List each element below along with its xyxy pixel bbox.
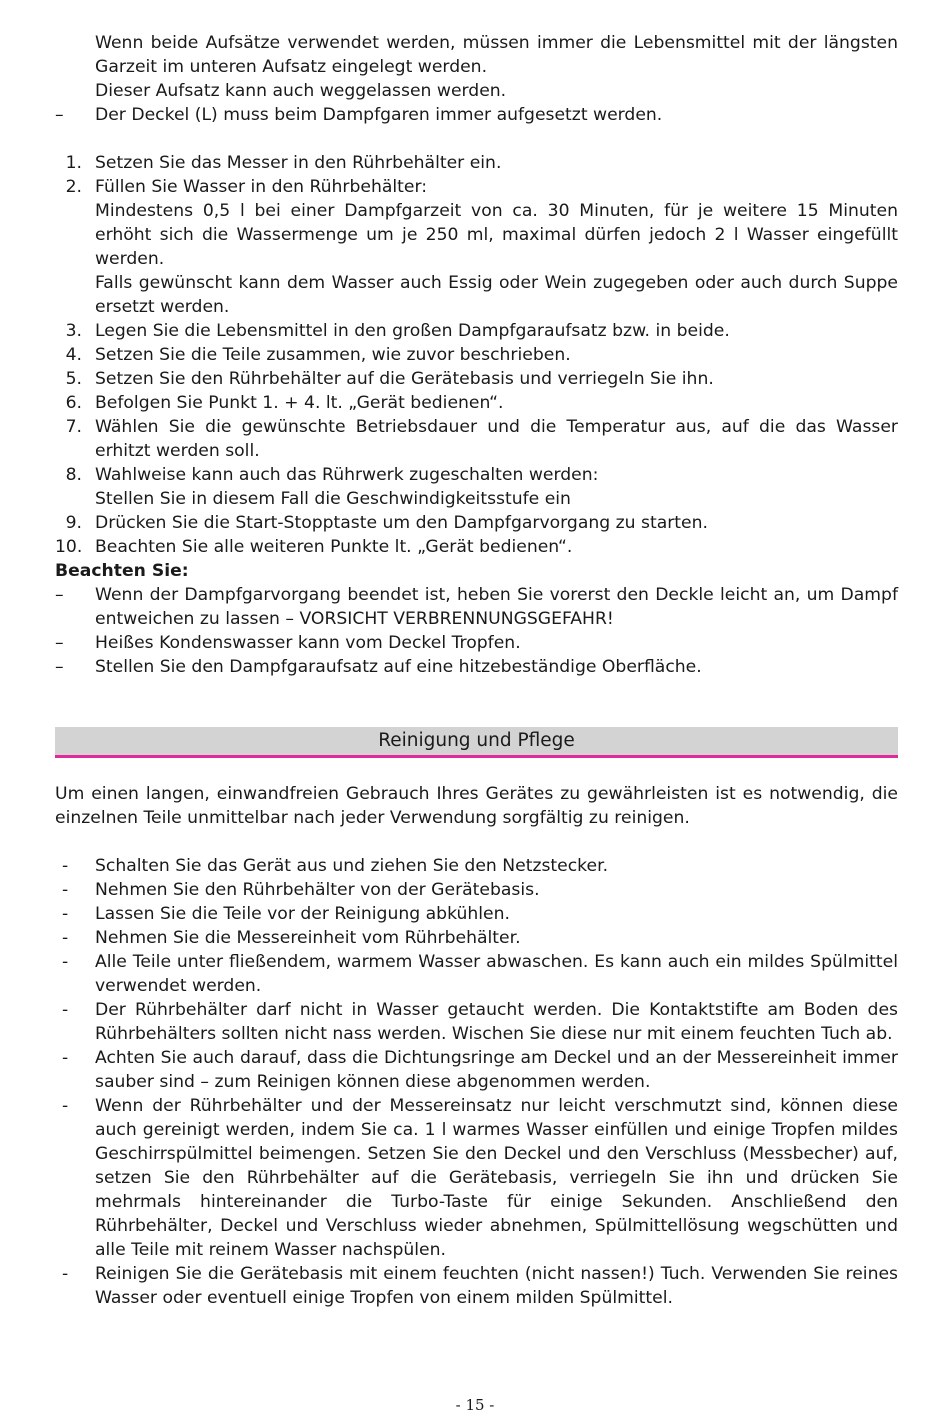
cleaning-item-5 xyxy=(0,950,950,998)
cleaning-text: Wenn der Rührbehälter und der Messereinsatz nur leicht verschmutzt sind, können diese auch gereinigt werden, indem Sie ca. 1 l warmes Wasser einfüllen und einige Tropfen mildes Geschirrspülmittel beimengen. Setzen Sie den Deckel und den Verschluss (Messbecher) auf, setzen Sie den Rührbehälter auf die Gerätebasis, verriegeln Sie ihn und drücken Sie mehrmals hintereinander die Turbo-Taste für einige Sekunden. Anschließend den Rührbehälter, Deckel und Verschluss wieder abnehmen, Spülmittellösung wegschütten und alle Teile mit reinem Wasser nachspülen. xyxy=(95,1096,898,1260)
step-text: Setzen Sie die Teile zusammen, wie zuvor beschrieben. xyxy=(95,345,571,365)
hyphen-marker: - xyxy=(62,1264,69,1284)
dash-marker: – xyxy=(55,657,64,677)
document-page xyxy=(0,31,950,1310)
note-text: Heißes Kondenswasser kann vom Deckel Tropfen. xyxy=(95,633,521,653)
step-number: 8. xyxy=(65,465,82,485)
cleaning-text: Reinigen Sie die Gerätebasis mit einem feuchten (nicht nassen!) Tuch. Verwenden Sie reines Wasser oder eventuell einige Tropfen von einem milden Spülmittel. xyxy=(95,1264,898,1308)
step-number: 6. xyxy=(65,393,82,413)
step-2-detail-1: Mindestens 0,5 l bei einer Dampfgarzeit von ca. 30 Minuten, für je weitere 15 Minuten erhöht sich die Wassermenge um je 250 ml, maximal dürfen jedoch 2 l Wasser eingefüllt werden. xyxy=(95,201,898,269)
cleaning-text: Nehmen Sie die Messereinheit vom Rührbehälter. xyxy=(95,928,521,948)
step-2 xyxy=(0,175,950,199)
cleaning-item-4 xyxy=(0,926,950,950)
cleaning-item-3 xyxy=(0,902,950,926)
cleaning-item-8 xyxy=(0,1094,950,1262)
step-number: 10. xyxy=(55,537,83,557)
step-1 xyxy=(0,151,950,175)
step-5 xyxy=(0,367,950,391)
step-number: 3. xyxy=(65,321,82,341)
step-text: Füllen Sie Wasser in den Rührbehälter: xyxy=(95,177,428,197)
dash-marker: – xyxy=(55,633,64,653)
cleaning-text: Lassen Sie die Teile vor der Reinigung abkühlen. xyxy=(95,904,510,924)
note-item-2 xyxy=(0,631,950,655)
note-item-3 xyxy=(0,655,950,679)
step-text: Drücken Sie die Start-Stopptaste um den Dampfgarvorgang zu starten. xyxy=(95,513,708,533)
cleaning-text: Der Rührbehälter darf nicht in Wasser getaucht werden. Die Kontaktstifte am Boden des Rührbehälters sollten nicht nass werden. Wischen Sie diese nur mit einem feuchten Tuch ab. xyxy=(95,1000,898,1044)
step-text: Setzen Sie den Rührbehälter auf die Gerätebasis und verriegeln Sie ihn. xyxy=(95,369,714,389)
cleaning-item-7 xyxy=(0,1046,950,1094)
intro-dash-item xyxy=(0,103,950,127)
hyphen-marker: - xyxy=(62,856,69,876)
step-number: 2. xyxy=(65,177,82,197)
note-heading: Beachten Sie: xyxy=(55,561,189,581)
step-9 xyxy=(0,511,950,535)
cleaning-item-2 xyxy=(0,878,950,902)
section-title-bar xyxy=(55,727,898,758)
step-number: 4. xyxy=(65,345,82,365)
dash-marker: – xyxy=(55,585,64,605)
cleaning-item-6 xyxy=(0,998,950,1046)
hyphen-marker: - xyxy=(62,880,69,900)
hyphen-marker: - xyxy=(62,1048,69,1068)
intro-paragraph-2: Dieser Aufsatz kann auch weggelassen werden. xyxy=(95,81,507,101)
step-text: Befolgen Sie Punkt 1. + 4. lt. „Gerät bedienen“. xyxy=(95,393,504,413)
cleaning-text: Achten Sie auch darauf, dass die Dichtungsringe am Deckel und an der Messereinheit immer sauber sind – zum Reinigen können diese abgenommen werden. xyxy=(95,1048,898,1092)
intro-dash-text: Der Deckel (L) muss beim Dampfgaren immer aufgesetzt werden. xyxy=(95,105,663,125)
cleaning-text: Nehmen Sie den Rührbehälter von der Gerätebasis. xyxy=(95,880,540,900)
page-number: - 15 - xyxy=(455,1396,495,1414)
step-number: 5. xyxy=(65,369,82,389)
step-4 xyxy=(0,343,950,367)
step-number: 1. xyxy=(65,153,82,173)
step-6 xyxy=(0,391,950,415)
cleaning-text: Alle Teile unter fließendem, warmem Wasser abwaschen. Es kann auch ein mildes Spülmittel verwendet werden. xyxy=(95,952,898,996)
step-number: 9. xyxy=(65,513,82,533)
step-3 xyxy=(0,319,950,343)
hyphen-marker: - xyxy=(62,928,69,948)
hyphen-marker: - xyxy=(62,1000,69,1020)
note-text: Stellen Sie den Dampfgaraufsatz auf eine hitzebeständige Oberfläche. xyxy=(95,657,702,677)
step-8 xyxy=(0,463,950,487)
note-item-1 xyxy=(0,583,950,631)
section-title: Reinigung und Pflege xyxy=(378,730,575,751)
cleaning-text: Schalten Sie das Gerät aus und ziehen Sie den Netzstecker. xyxy=(95,856,609,876)
step-7 xyxy=(0,415,950,463)
step-8-detail: Stellen Sie in diesem Fall die Geschwindigkeitsstufe ein xyxy=(95,489,571,509)
step-number: 7. xyxy=(65,417,82,437)
hyphen-marker: - xyxy=(62,952,69,972)
step-text: Wahlweise kann auch das Rührwerk zugeschalten werden: xyxy=(95,465,599,485)
step-text: Setzen Sie das Messer in den Rührbehälter ein. xyxy=(95,153,502,173)
step-text: Legen Sie die Lebensmittel in den großen Dampfgaraufsatz bzw. in beide. xyxy=(95,321,730,341)
intro-paragraph-1: Wenn beide Aufsätze verwendet werden, müssen immer die Lebensmittel mit der längsten Garzeit im unteren Aufsatz eingelegt werden. xyxy=(95,33,898,77)
step-text: Wählen Sie die gewünschte Betriebsdauer und die Temperatur aus, auf die das Wasser erhitzt werden soll. xyxy=(95,417,898,461)
section-intro: Um einen langen, einwandfreien Gebrauch Ihres Gerätes zu gewährleisten ist es notwendig, die einzelnen Teile unmittelbar nach jeder Verwendung sorgfältig zu reinigen. xyxy=(55,784,898,828)
step-10 xyxy=(0,535,950,559)
cleaning-item-9 xyxy=(0,1262,950,1310)
cleaning-item-1 xyxy=(0,854,950,878)
hyphen-marker: - xyxy=(62,904,69,924)
hyphen-marker: - xyxy=(62,1096,69,1116)
note-text: Wenn der Dampfgarvorgang beendet ist, heben Sie vorerst den Deckle leicht an, um Dampf entweichen zu lassen – VORSICHT VERBRENNUNGSGEFAHR! xyxy=(95,585,898,629)
step-text: Beachten Sie alle weiteren Punkte lt. „Gerät bedienen“. xyxy=(95,537,573,557)
step-2-detail-2: Falls gewünscht kann dem Wasser auch Essig oder Wein zugegeben oder auch durch Suppe ersetzt werden. xyxy=(95,273,898,317)
dash-marker: – xyxy=(55,105,64,125)
